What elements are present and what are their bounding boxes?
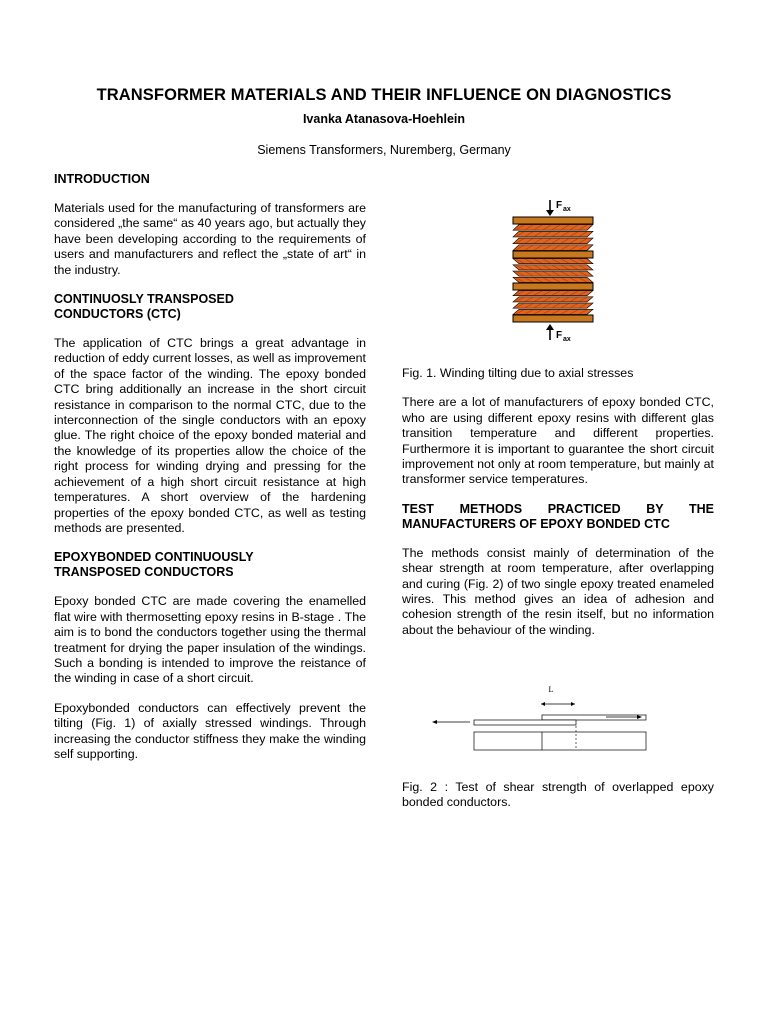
paper-title: TRANSFORMER MATERIALS AND THEIR INFLUENCE ON DIAGNOSTICS <box>96 86 672 104</box>
affiliation: Siemens Transformers, Nuremberg, Germany <box>257 143 511 157</box>
fig2-shear-test-diagram <box>430 682 652 754</box>
left-column <box>54 172 366 762</box>
intro-heading: INTRODUCTION <box>54 172 150 186</box>
fig1-force-bottom-sub: ax <box>563 336 571 343</box>
epoxy-paragraph-1: Epoxy bonded CTC are made covering the enamelled flat wire with thermosetting epoxy resins in B-stage . The aim is to bond the conductors together using the thermal treatment for drying the paper insulation of the windings. Such a bonding is intended to improve the reistance of the winding in case of a short circuit. <box>54 594 366 686</box>
manufacturers-paragraph: There are a lot of manufacturers of epoxy bonded CTC, who are using different epoxy resins with different glas transition temperature and different properties. Furthermore it is important to guarantee the short circuit improvement not only at room temperature, but mainly at transformer service temperatures. <box>402 395 714 487</box>
fig1-plate <box>513 315 593 322</box>
test-methods-heading: TEST METHODS PRACTICED BY THE MANUFACTURERS OF EPOXY BONDED CTC <box>402 501 714 531</box>
test-methods-paragraph: The methods consist mainly of determination of the shear strength at room temperature, after overlapping and curing (Fig. 2) of two single epoxy treated enameled wires. This method gives an idea of adhesion and cohesion strength of the resin itself, but no information about the behaviour of the winding. <box>402 545 714 637</box>
fig2-length-label: L <box>548 685 554 694</box>
fig1-force-bottom: F <box>556 330 563 341</box>
fig1-plate <box>513 251 593 258</box>
fig1-plate <box>513 217 593 224</box>
right-column <box>402 366 714 638</box>
fig2-caption-block <box>402 780 714 811</box>
epoxy-heading: EPOXYBONDED CONTINUOUSLY TRANSPOSED CONDUCTORS <box>54 550 254 580</box>
ctc-heading: CONTINUOSLY TRANSPOSED CONDUCTORS (CTC) <box>54 292 234 322</box>
intro-paragraph: Materials used for the manufacturing of transformers are considered „the same“ as 40 years ago, but actually they have been developing according to the requirements of users and manufacturers and reflect the „state of art“ in the industry. <box>54 201 366 277</box>
fig1-winding-diagram <box>508 196 598 346</box>
fig1-force-top: F <box>556 200 563 211</box>
fig1-force-top-sub: ax <box>563 206 571 213</box>
fig1-caption: Fig. 1. Winding tilting due to axial stresses <box>402 366 634 380</box>
ctc-paragraph: The application of CTC brings a great advantage in reduction of eddy current losses, as well as improvement of the space factor of the winding. The epoxy bonded CTC bring additionally an increase in the short circuit resistance in comparison to the normal CTC, due to the interconnection of the single conductors with an epoxy glue. The right choice of the epoxy bonded material and the knowledge of its properties allow the choice of the right process for winding drying and pressing for the achievement of a high short circuit resistance at high temperatures. A short overview of the hardening properties of the epoxy bonded CTC, as well as testing methods are presented. <box>54 336 366 535</box>
epoxy-paragraph-2: Epoxybonded conductors can effectively prevent the tilting (Fig. 1) of axially stressed windings. Through increasing the conductor stiffness they make the winding self supporting. <box>54 700 366 761</box>
fig2-caption: Fig. 2 : Test of shear strength of overlapped epoxy bonded conductors. <box>402 780 714 810</box>
fig1-plate <box>513 283 593 290</box>
author-name: Ivanka Atanasova-Hoehlein <box>302 112 466 126</box>
